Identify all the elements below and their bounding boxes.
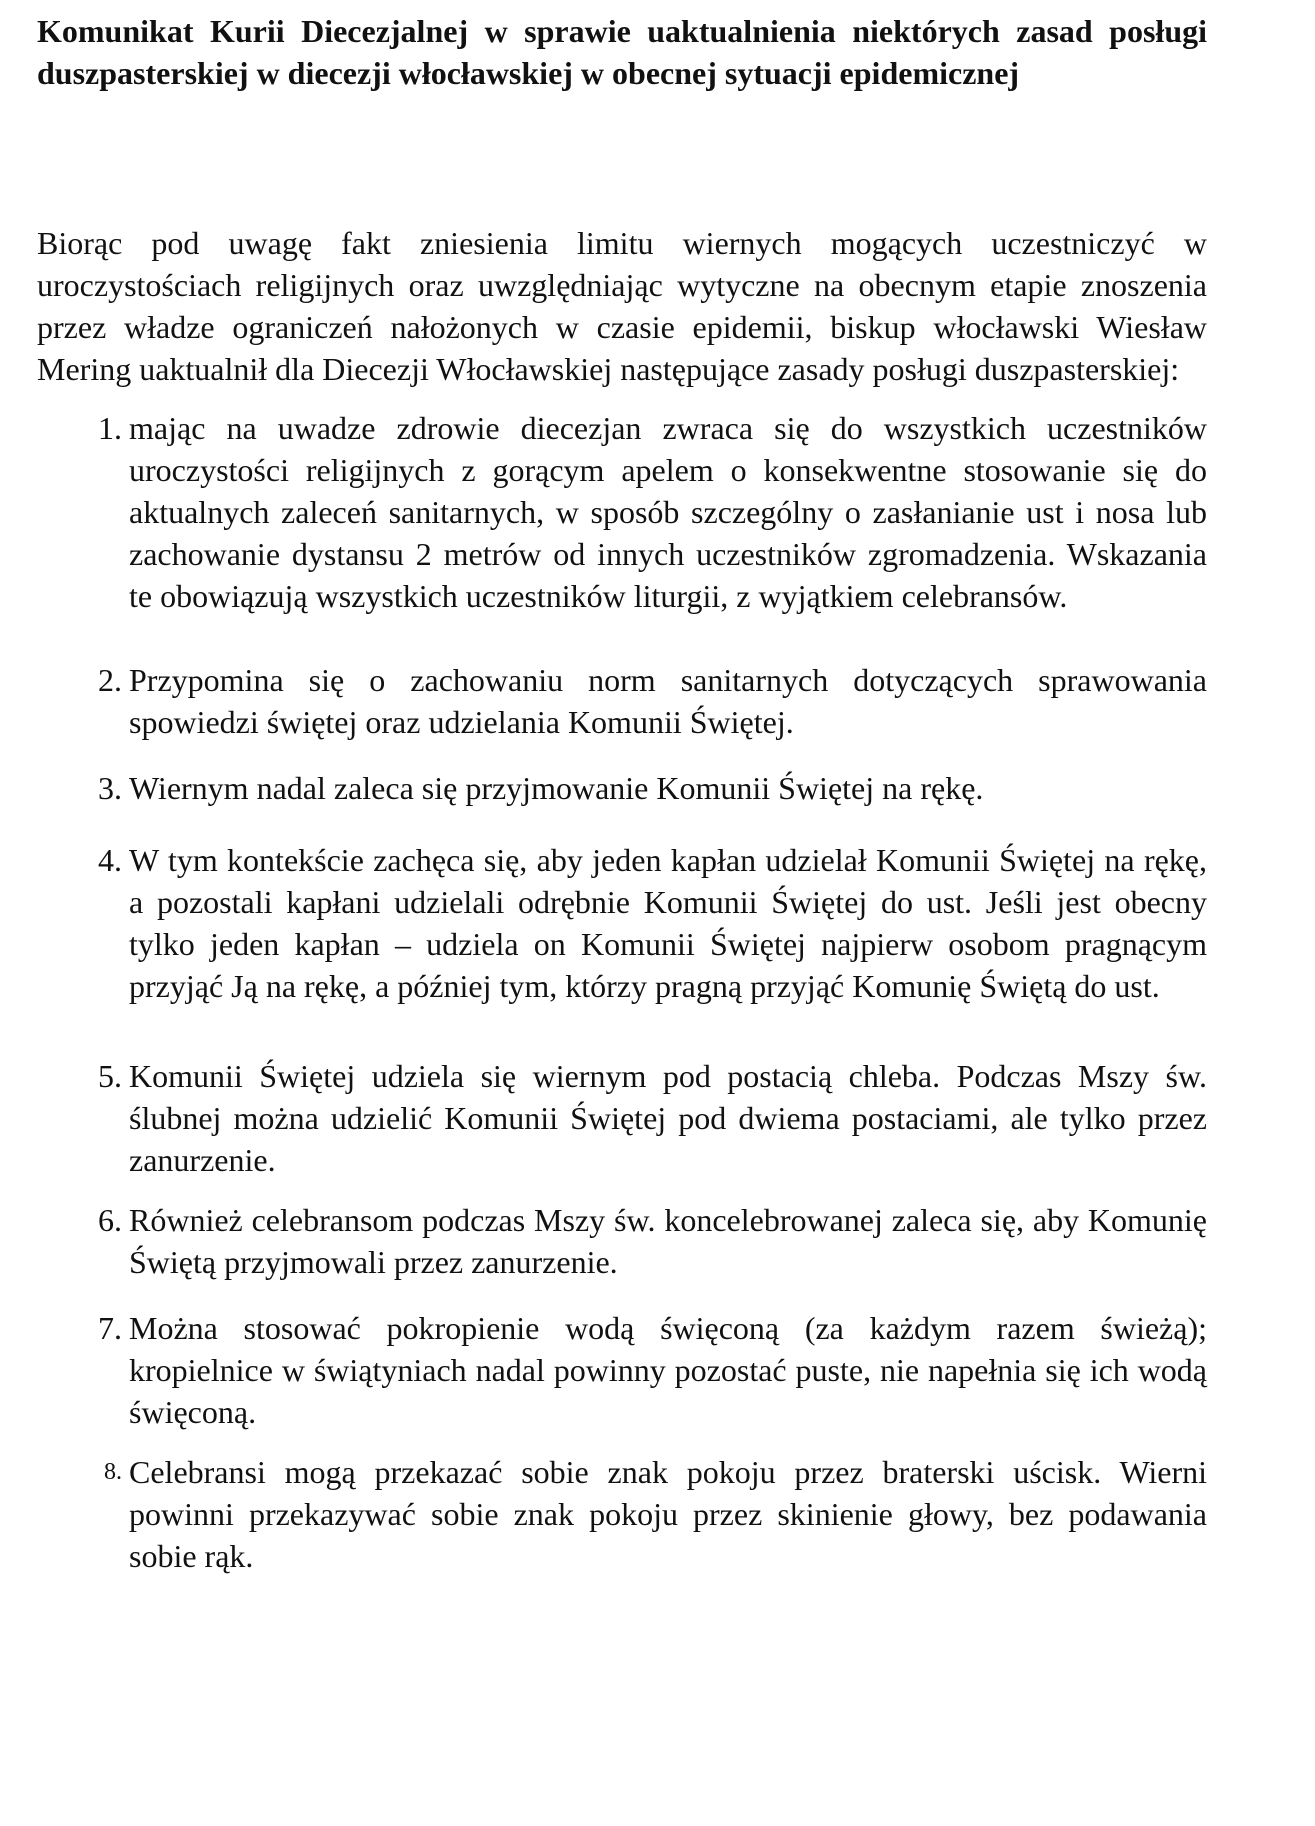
list-item-number: 4. <box>98 842 122 878</box>
list-item-number: 7. <box>98 1310 122 1346</box>
list-item-text: Celebransi mogą przekazać sobie znak pokoju przez braterski uścisk. Wierni powinni przekazywać sobie znak pokoju przez skinienie głowy, bez podawania sobie rąk. <box>129 1454 1207 1574</box>
list-item-text: Komunii Świętej udziela się wiernym pod postacią chleba. Podczas Mszy św. ślubnej można udzielić Komunii Świętej pod dwiema postaciami, ale tylko przez zanurzenie. <box>129 1058 1207 1178</box>
list-item-text: Wiernym nadal zaleca się przyjmowanie Komunii Świętej na rękę. <box>129 770 984 806</box>
list-item-text: W tym kontekście zachęca się, aby jeden kapłan udzielał Komunii Świętej na rękę, a pozostali kapłani udzielali odrębnie Komunii Świętej do ust. Jeśli jest obecny tylko jeden kapłan – udziela on Komunii Świętej najpierw osobom pragnącym przyjąć Ją na rękę, a później tym, którzy pragną przyjąć Komunię Świętą do ust. <box>129 842 1207 1004</box>
document-title: Komunikat Kurii Diecezjalnej w sprawie uaktualnienia niektórych zasad posługi duszpasterskiej w diecezji włocławskiej w obecnej sytuacji epidemicznej <box>37 13 1207 91</box>
list-item-text: Również celebransom podczas Mszy św. koncelebrowanej zaleca się, aby Komunię Świętą przyjmowali przez zanurzenie. <box>129 1202 1207 1280</box>
list-item-number: 8. <box>104 1459 122 1485</box>
list-item-number: 3. <box>98 770 122 806</box>
list-item-number: 2. <box>98 662 122 698</box>
list-item-text: Można stosować pokropienie wodą święconą (za każdym razem świeżą); kropielnice w świątyniach nadal powinny pozostać puste, nie napełnia się ich wodą święconą. <box>129 1310 1207 1430</box>
intro-paragraph: Biorąc pod uwagę fakt zniesienia limitu wiernych mogących uczestniczyć w uroczystościach religijnych oraz uwzględniając wytyczne na obecnym etapie znoszenia przez władze ograniczeń nałożonych w czasie epidemii, biskup włocławski Wiesław Mering uaktualnił dla Diecezji Włocławskiej następujące zasady posługi duszpasterskiej: <box>37 225 1207 387</box>
list-item-number: 6. <box>98 1202 122 1238</box>
list-item-text: mając na uwadze zdrowie diecezjan zwraca się do wszystkich uczestników uroczystości religijnych z gorącym apelem o konsekwentne stosowanie się do aktualnych zaleceń sanitarnych, w sposób szczególny o zasłanianie ust i nosa lub zachowanie dystansu 2 metrów od innych uczestników zgromadzenia. Wskazania te obowiązują wszystkich uczestników liturgii, z wyjątkiem celebransów. <box>129 410 1207 614</box>
list-item-text: Przypomina się o zachowaniu norm sanitarnych dotyczących sprawowania spowiedzi świętej oraz udzielania Komunii Świętej. <box>129 662 1207 740</box>
list-item-number: 5. <box>98 1058 122 1094</box>
list-item-number: 1. <box>98 410 122 446</box>
